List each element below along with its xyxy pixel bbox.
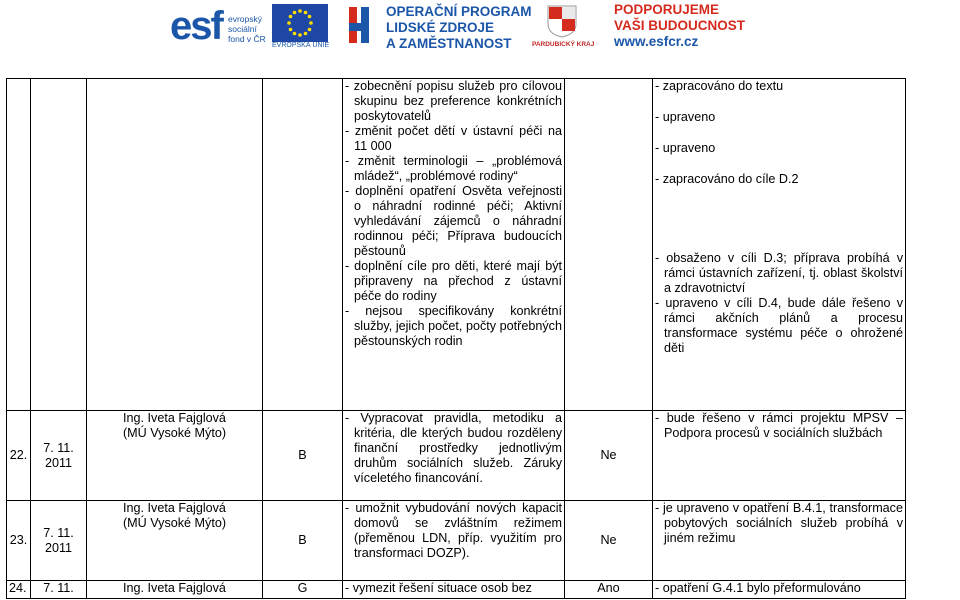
author-office: (MÚ Vysoké Mýto) <box>122 426 227 440</box>
esf-letters: esf <box>170 4 222 48</box>
description-cell <box>343 411 565 501</box>
description-item: - změnit počet dětí v ústavní péči na 11 000 <box>345 124 562 153</box>
date-text: 7. 11. <box>43 440 74 455</box>
spacer <box>655 156 903 172</box>
op-line: OPERAČNÍ PROGRAM <box>386 4 532 19</box>
description-cell <box>343 79 565 411</box>
description-item: - doplnění cíle pro děti, které mají být připraveny na přechod z ústavní péče do rodiny <box>345 259 562 303</box>
code-cell <box>263 79 343 411</box>
result-item: - upraveno <box>655 141 716 155</box>
op-program-title <box>386 4 532 52</box>
date-text: 7. 11. <box>43 525 74 540</box>
code-cell: B <box>263 501 343 581</box>
row-number-cell: 24. <box>7 581 31 599</box>
author-name: Ing. Iveta Fajglová <box>87 581 263 599</box>
date-text: 2011 <box>44 540 73 555</box>
result-item: - bude řešeno v rámci projektu MPSV – Podpora procesů v sociálních službách <box>655 411 903 440</box>
table-row <box>7 411 906 501</box>
result-item: - je upraveno v opatření B.4.1, transformace pobytových sociálních služeb probíhá v jiném režimu <box>655 501 903 545</box>
spacer <box>655 187 903 251</box>
author-name: Ing. Iveta Fajglová <box>123 501 226 515</box>
description-item: - doplnění opatření Osvěta veřejnosti o náhradní rodinné péči; Aktivní vyhledávání zájemců o náhradní rodinnou péči; Příprava budoucích pěstounů <box>345 184 562 258</box>
result-item: - zapracováno do cíle D.2 <box>655 172 799 186</box>
date-cell <box>31 501 87 581</box>
result-item: - upraveno <box>655 110 716 124</box>
author-office: (MÚ Vysoké Mýto) <box>122 516 227 530</box>
result-cell <box>653 581 906 599</box>
eu-caption: EVROPSKÁ UNIE <box>272 42 330 49</box>
op-line: A ZAMĚSTNANOST <box>386 36 512 51</box>
accepted-cell: Ano <box>565 581 653 599</box>
esf-side-text <box>228 14 266 44</box>
description-cell <box>343 581 565 599</box>
accepted-cell: Ne <box>565 501 653 581</box>
op-line: LIDSKÉ ZDROJE <box>386 20 495 35</box>
result-item: - upraveno v cíli D.4, bude dále řešeno v rámci akčních plánů a procesu transformace systému péče o ohrožené děti <box>655 296 903 355</box>
spacer <box>655 125 903 141</box>
author-name: Ing. Iveta Fajglová <box>123 411 226 425</box>
table-row <box>7 79 906 411</box>
description-item: - změnit terminologii – „problémová mládež“, „problémové rodiny“ <box>345 154 562 183</box>
description-item: - zobecnění popisu služeb pro cílovou skupinu bez preference konkrétních poskytovatelů <box>345 79 562 123</box>
spacer <box>655 94 903 110</box>
result-item: - obsaženo v cíli D.3; příprava probíhá v rámci ústavních zařízení, tj. oblast školství a zdravotnictví <box>655 251 903 295</box>
support-slogan <box>614 2 745 34</box>
comments-table <box>6 78 906 599</box>
comments-table-wrap <box>6 78 906 599</box>
logo-banner <box>0 0 960 62</box>
result-cell <box>653 79 906 411</box>
description-item: - nejsou specifikovány konkrétní služby, jejich počet, počty potřebných pěstounských rodin <box>345 304 562 348</box>
eu-flag-icon <box>272 4 328 42</box>
name-cell <box>87 501 263 581</box>
description-item: - vymezit řešení situace osob bez <box>345 581 532 595</box>
date-cell: 7. 11. <box>31 581 87 599</box>
result-cell <box>653 411 906 501</box>
date-cell <box>31 79 87 411</box>
support-line: VAŠI BUDOUCNOST <box>614 18 746 33</box>
support-line: PODPORUJEME <box>614 2 720 17</box>
esf-side-line: fond v ČR <box>228 34 266 44</box>
code-cell: B <box>263 411 343 501</box>
description-item: - umožnit vybudování nových kapacit domovů se zvláštním režimem (přeměnou LDN, příp. využitím pro transformaci DOZP). <box>345 501 562 560</box>
row-number-cell: 23. <box>7 501 31 581</box>
region-shield-icon <box>546 4 578 38</box>
row-number-cell: 22. <box>7 411 31 501</box>
accepted-cell: Ne <box>565 411 653 501</box>
esf-side-line: evropský <box>228 14 263 24</box>
result-cell <box>653 501 906 581</box>
description-item: - Vypracovat pravidla, metodiku a kritéria, dle kterých budou rozděleny finanční prostředky jednotlivým druhům sociálních služeb. Záruky víceletého financování. <box>345 411 562 485</box>
row-number-cell <box>7 79 31 411</box>
code-cell: G <box>263 581 343 599</box>
name-cell <box>87 79 263 411</box>
description-cell <box>343 501 565 581</box>
support-url-link[interactable]: www.esfcr.cz <box>614 34 699 49</box>
date-cell <box>31 411 87 501</box>
result-item: - opatření G.4.1 bylo přeformulováno <box>655 581 861 595</box>
result-item: - zapracováno do textu <box>655 79 784 93</box>
name-cell <box>87 411 263 501</box>
esf-side-line: sociální <box>228 24 257 34</box>
region-caption: PARDUBICKÝ KRAJ <box>532 41 595 48</box>
table-row <box>7 581 906 599</box>
date-text: 2011 <box>44 455 73 470</box>
accepted-cell <box>565 79 653 411</box>
esf-logo <box>170 2 270 50</box>
table-row <box>7 501 906 581</box>
op-program-icon <box>347 3 373 47</box>
